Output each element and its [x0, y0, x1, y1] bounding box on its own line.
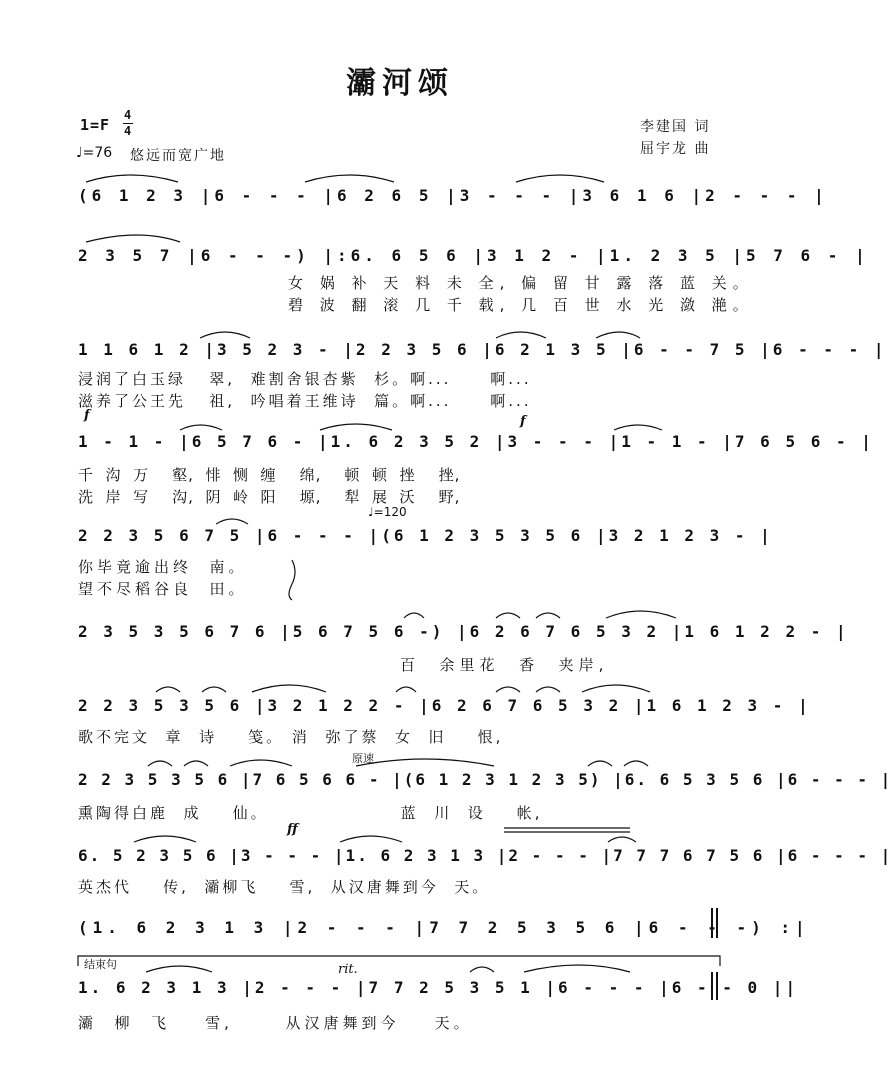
lyric-row-9: 英杰代 传, 灞柳飞 雪, 从汉唐舞到今 天。	[78, 878, 491, 896]
expression-marking: 悠远而宽广地	[130, 148, 226, 164]
dynamic-fortissimo: ff	[287, 822, 298, 837]
lyricist-credit: 李建国 词	[640, 119, 711, 135]
lyric-row-3-verse-2: 滋养了公王先 祖, 吟唱着王维诗 篇。啊... 啊...	[78, 392, 532, 410]
key-signature: 1=F	[80, 116, 111, 134]
staff-row-3: 1 1 6 1 2 |3 5 2 3 - |2 2 3 5 6 |6 2 1 3 5 |6 - - 7 5 |6 - - - |	[78, 340, 887, 359]
slur-mark	[596, 332, 640, 338]
time-signature-bottom: 4	[124, 124, 133, 138]
slur-mark	[404, 613, 424, 618]
slur-mark	[340, 836, 402, 842]
slur-mark	[200, 332, 250, 338]
song-title: 灞河颂	[346, 66, 454, 101]
composer-credit: 屈宇龙 曲	[640, 141, 711, 157]
lyric-row-11: 灞 柳 飞 雪, 从汉唐舞到今 天。	[78, 1014, 473, 1032]
slur-mark	[202, 687, 226, 692]
lyric-row-7: 歌不完文 章 诗 笺。 消 弥了蔡 女 旧 恨,	[78, 728, 504, 746]
slur-mark	[524, 965, 630, 972]
slur-mark	[86, 235, 180, 242]
slur-mark	[606, 611, 676, 618]
slur-mark	[356, 759, 494, 766]
staff-row-4: 1 - 1 - |6 5 7 6 - |1. 6 2 3 5 2 |3 - - - |1 - 1 - |7 6 5 6 - |	[78, 432, 874, 451]
slur-mark	[305, 175, 394, 182]
lyric-row-4-verse-1: 千 沟 万 壑, 悱 恻 缠 绵, 顿 顿 挫 挫,	[78, 466, 461, 484]
staff-row-8: 2 2 3 5 3 5 6 |7 6 5 6 6 - |(6 1 2 3 1 2 3 5) |6. 6 5 3 5 6 |6 - - - |	[78, 770, 892, 789]
slur-mark	[146, 966, 212, 972]
lyric-row-5-verse-1: 你毕竟逾出终 南。	[78, 558, 248, 576]
a-tempo-marking: 原速	[352, 752, 374, 765]
lyric-row-2-verse-2: 碧 波 翻 滚 几 千 载, 几 百 世 水 光 潋 滟。	[288, 296, 754, 314]
slur-mark	[496, 687, 520, 692]
staff-row-5: 2 2 3 5 6 7 5 |6 - - - |(6 1 2 3 5 3 5 6 |3 2 1 2 3 - |	[78, 526, 773, 545]
tempo-marking: ♩=76	[76, 145, 113, 161]
slur-mark	[624, 761, 648, 766]
tempo-change-marking: ♩=120	[368, 505, 407, 519]
lyric-row-8: 熏陶得白鹿 成 仙。 蓝 川 设 帐,	[78, 804, 543, 822]
slur-mark	[470, 967, 494, 972]
slur-mark	[496, 332, 546, 338]
slur-mark	[252, 685, 326, 692]
time-signature-top: 4	[124, 108, 133, 122]
staff-row-7: 2 2 3 5 3 5 6 |3 2 1 2 2 - |6 2 6 7 6 5 3 2 |1 6 1 2 3 - |	[78, 696, 811, 715]
ending-label: 结束句	[84, 958, 117, 971]
slur-mark	[516, 175, 604, 182]
slur-mark	[184, 761, 208, 766]
dynamic-forte-1: f	[84, 408, 90, 423]
ritardando-marking: rit.	[338, 962, 358, 977]
slur-mark	[396, 687, 416, 692]
slur-mark	[216, 519, 248, 524]
ending-bracket	[78, 956, 720, 966]
slur-mark	[614, 425, 662, 430]
slur-mark	[536, 613, 560, 618]
staff-row-6: 2 3 5 3 5 6 7 6 |5 6 7 5 6 -) |6 2 6 7 6 5 3 2 |1 6 1 2 2 - |	[78, 622, 849, 641]
staff-row-11: 1. 6 2 3 1 3 |2 - - - |7 7 2 5 3 5 1 |6 - - - |6 - - 0 ||	[78, 978, 799, 997]
lyric-row-4-verse-2: 洗 岸 写 沟, 阴 岭 阳 塬, 犁 展 沃 野,	[78, 488, 461, 506]
staff-row-9: 6. 5 2 3 5 6 |3 - - - |1. 6 2 3 1 3 |2 - - - |7 7 7 6 7 5 6 |6 - - - |	[78, 846, 892, 865]
slur-mark	[156, 687, 180, 692]
lyric-row-6: 百 余里花 香 夹岸,	[400, 656, 609, 674]
slur-mark	[320, 424, 392, 430]
slur-mark	[180, 425, 222, 430]
slur-mark	[536, 687, 560, 692]
slur-mark	[230, 760, 292, 766]
slur-mark	[588, 761, 612, 766]
lyric-row-2-verse-1: 女 娲 补 天 料 未 全, 偏 留 甘 露 落 蓝 关。	[288, 274, 754, 292]
staff-row-1: (6 1 2 3 |6 - - - |6 2 6 5 |3 - - - |3 6 1 6 |2 - - - |	[78, 186, 828, 205]
staff-row-2: 2 3 5 7 |6 - - -) |:6. 6 5 6 |3 1 2 - |1. 2 3 5 |5 7 6 - |	[78, 246, 869, 265]
lyric-row-5-verse-2: 望不尽稻谷良 田。	[78, 580, 248, 598]
slur-mark	[148, 761, 172, 766]
slur-mark	[608, 837, 636, 842]
dynamic-forte-2: f	[520, 414, 526, 429]
slur-mark	[582, 685, 650, 692]
lyric-row-3-verse-1: 浸润了白玉绿 翠, 难割舍银杏紫 杉。啊... 啊...	[78, 370, 532, 388]
slur-mark	[134, 836, 196, 842]
slur-mark	[496, 613, 520, 618]
staff-row-10: (1. 6 2 3 1 3 |2 - - - |7 7 2 5 3 5 6 |6 - - -) :|	[78, 918, 810, 937]
verse-brace	[289, 560, 295, 600]
slur-mark	[86, 175, 178, 182]
